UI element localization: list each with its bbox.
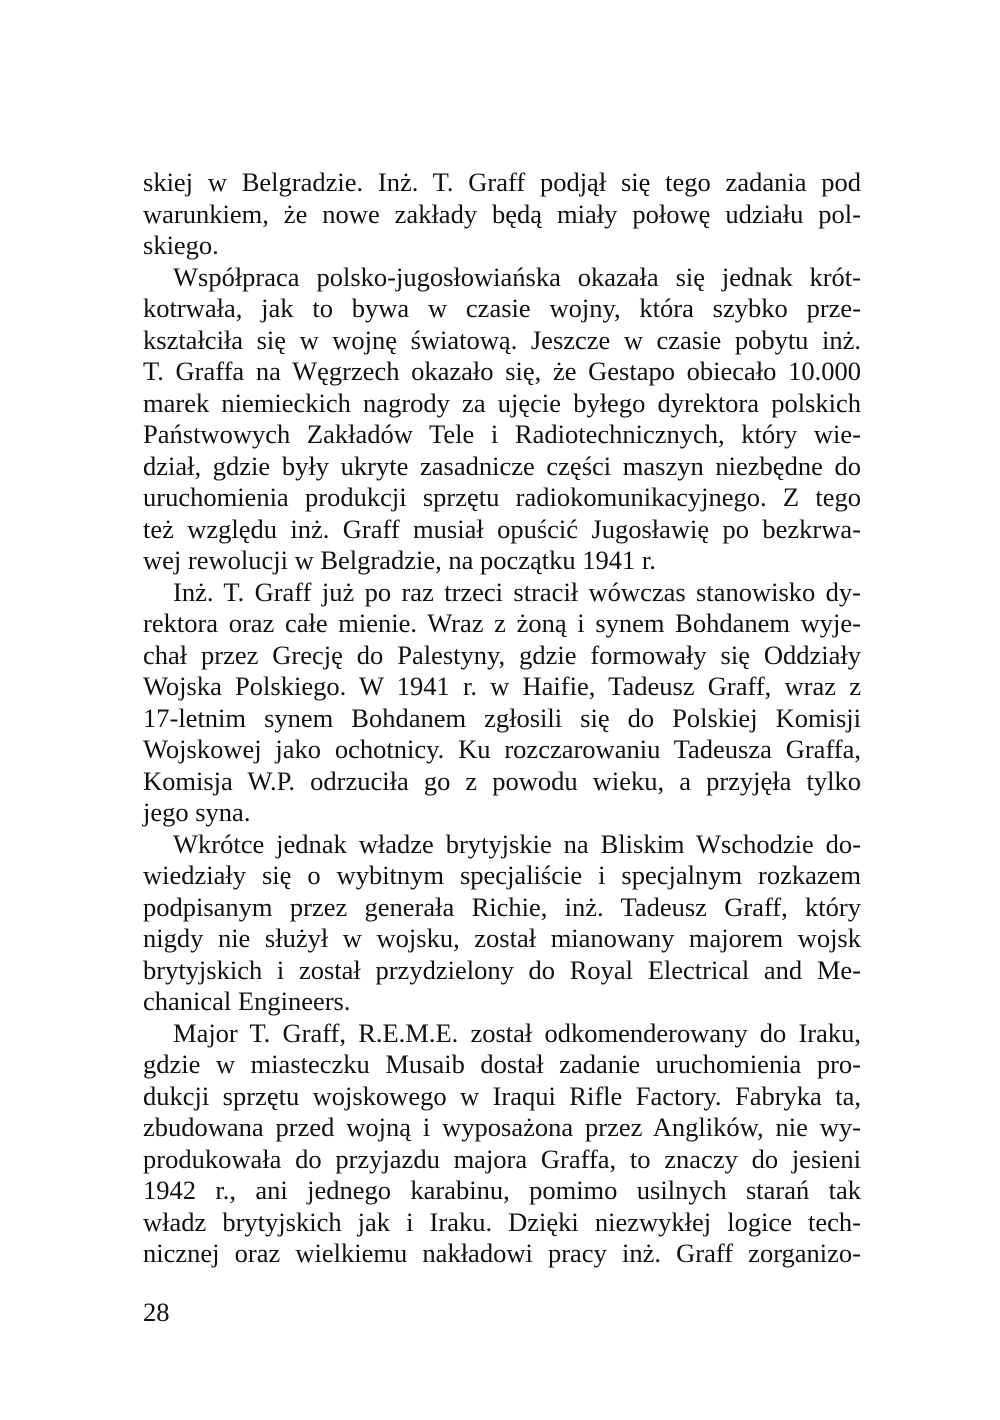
text-line: dział, gdzie były ukryte zasadnicze części maszyn niezbędne do [143,450,861,481]
text-line: produkowała do przyjazdu majora Graffa, to znaczy do jesieni [143,1143,861,1174]
paragraph [143,167,861,262]
text-line: rektora oraz całe mienie. Wraz z żoną i synem Bohdanem wyje- [143,608,861,638]
text-line: wej rewolucji w Belgradzie, na początku 1941 r. [143,545,656,575]
text-line: dukcji sprzętu wojskowego w Iraqui Rifle Factory. Fabryka ta, [143,1080,861,1111]
text-line: chał przez Grecję do Palestyny, gdzie formowały się Oddziały [143,639,861,670]
text-line: Inż. T. Graff już po raz trzeci stracił wówczas stanowisko dy- [173,576,861,607]
text-line: Major T. Graff, R.E.M.E. został odkomenderowany do Iraku, [173,1017,861,1048]
page-body-text [143,167,861,1270]
text-line: Współpraca polsko-jugosłowiańska okazała się jednak krót- [173,261,861,292]
text-line: uruchomienia produkcji sprzętu radiokomunikacyjnego. Z tego [143,482,861,512]
paragraph [143,262,861,577]
paragraph [143,577,861,829]
text-line: Wojskowej jako ochotnicy. Ku rozczarowaniu Tadeusza Graffa, [143,734,861,764]
text-line: brytyjskich i został przydzielony do Royal Electrical and Me- [143,954,861,985]
text-line: Wkrótce jednak władze brytyjskie na Bliskim Wschodzie do- [173,828,861,859]
text-line: Wojska Polskiego. W 1941 r. w Haifie, Tadeusz Graff, wraz z [143,671,861,701]
text-line: też względu inż. Graff musiał opuścić Jugosławię po bezkrwa- [143,513,861,544]
text-line: chanical Engineers. [143,986,351,1016]
text-line: warunkiem, że nowe zakłady będą miały połowę udziału pol- [143,198,861,229]
text-line: zbudowana przed wojną i wyposażona przez Anglików, nie wy- [143,1112,861,1142]
text-line: kształciła się w wojnę światową. Jeszcze w czasie pobytu inż. [143,324,861,355]
text-line: jego syna. [143,797,251,827]
text-line: podpisanym przez generała Richie, inż. Tadeusz Graff, który [143,891,861,922]
text-line: gdzie w miasteczku Musaib dostał zadanie uruchomienia pro- [143,1049,861,1079]
text-line: władz brytyjskich jak i Iraku. Dzięki niezwykłej logice tech- [143,1206,861,1237]
page-number: 28 [143,1297,170,1327]
text-line: Komisja W.P. odrzuciła go z powodu wieku, a przyjęła tylko [143,765,861,796]
text-line: wiedziały się o wybitnym specjaliście i specjalnym rozkazem [143,860,861,890]
paragraph [143,1018,861,1270]
text-line: 17-letnim synem Bohdanem zgłosili się do Polskiej Komisji [143,702,861,733]
text-line: nicznej oraz wielkiemu nakładowi pracy inż. Graff zorganizo- [143,1238,861,1268]
text-line: skiego. [143,230,219,260]
text-line: 1942 r., ani jednego karabinu, pomimo usilnych starań tak [143,1175,861,1205]
text-line: kotrwała, jak to bywa w czasie wojny, która szybko prze- [143,293,861,323]
text-line: Państwowych Zakładów Tele i Radiotechnicznych, który wie- [143,419,861,449]
text-line: marek niemieckich nagrody za ujęcie byłego dyrektora polskich [143,387,861,418]
text-line: nigdy nie służył w wojsku, został mianowany majorem wojsk [143,923,861,953]
paragraph [143,829,861,1018]
text-line: T. Graffa na Węgrzech okazało się, że Gestapo obiecało 10.000 [143,356,861,386]
text-line: skiej w Belgradzie. Inż. T. Graff podjął się tego zadania pod [143,167,861,197]
